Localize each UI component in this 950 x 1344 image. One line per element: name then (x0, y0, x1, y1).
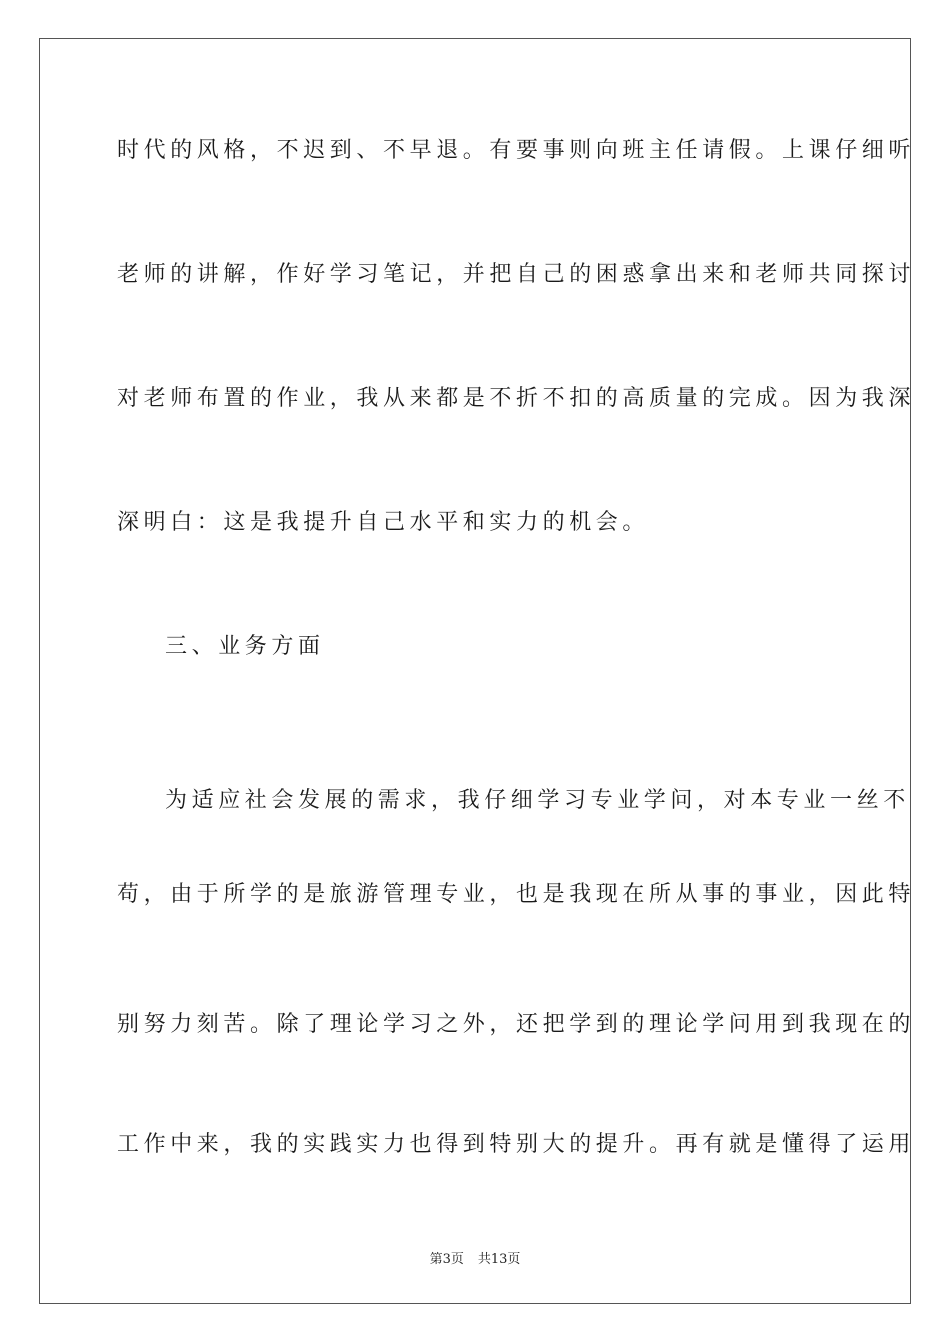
paragraph-line: 对老师布置的作业，我从来都是不折不扣的高质量的完成。因为我深 (117, 386, 916, 411)
page-total: 共13页 (477, 1252, 521, 1267)
paragraph-line: 别努力刻苦。除了理论学习之外，还把学到的理论学问用到我现在的 (117, 1012, 916, 1037)
paragraph-line: 为适应社会发展的需求，我仔细学习专业学问，对本专业一丝不 (165, 788, 910, 813)
paragraph-line: 时代的风格，不迟到、不早退。有要事则向班主任请假。上课仔细听 (117, 138, 916, 163)
paragraph-line: 老师的讲解，作好学习笔记，并把自己的困惑拿出来和老师共同探讨 (117, 262, 916, 287)
section-heading: 三、业务方面 (165, 634, 325, 659)
paragraph-line: 深明白：这是我提升自己水平和实力的机会。 (117, 510, 650, 535)
paragraph-line: 工作中来，我的实践实力也得到特别大的提升。再有就是懂得了运用 (117, 1132, 916, 1157)
page-number: 第3页 (429, 1252, 464, 1267)
page-footer (0, 1248, 950, 1267)
page-frame (39, 38, 916, 1304)
paragraph-line: 苟，由于所学的是旅游管理专业，也是我现在所从事的事业，因此特 (117, 882, 916, 907)
